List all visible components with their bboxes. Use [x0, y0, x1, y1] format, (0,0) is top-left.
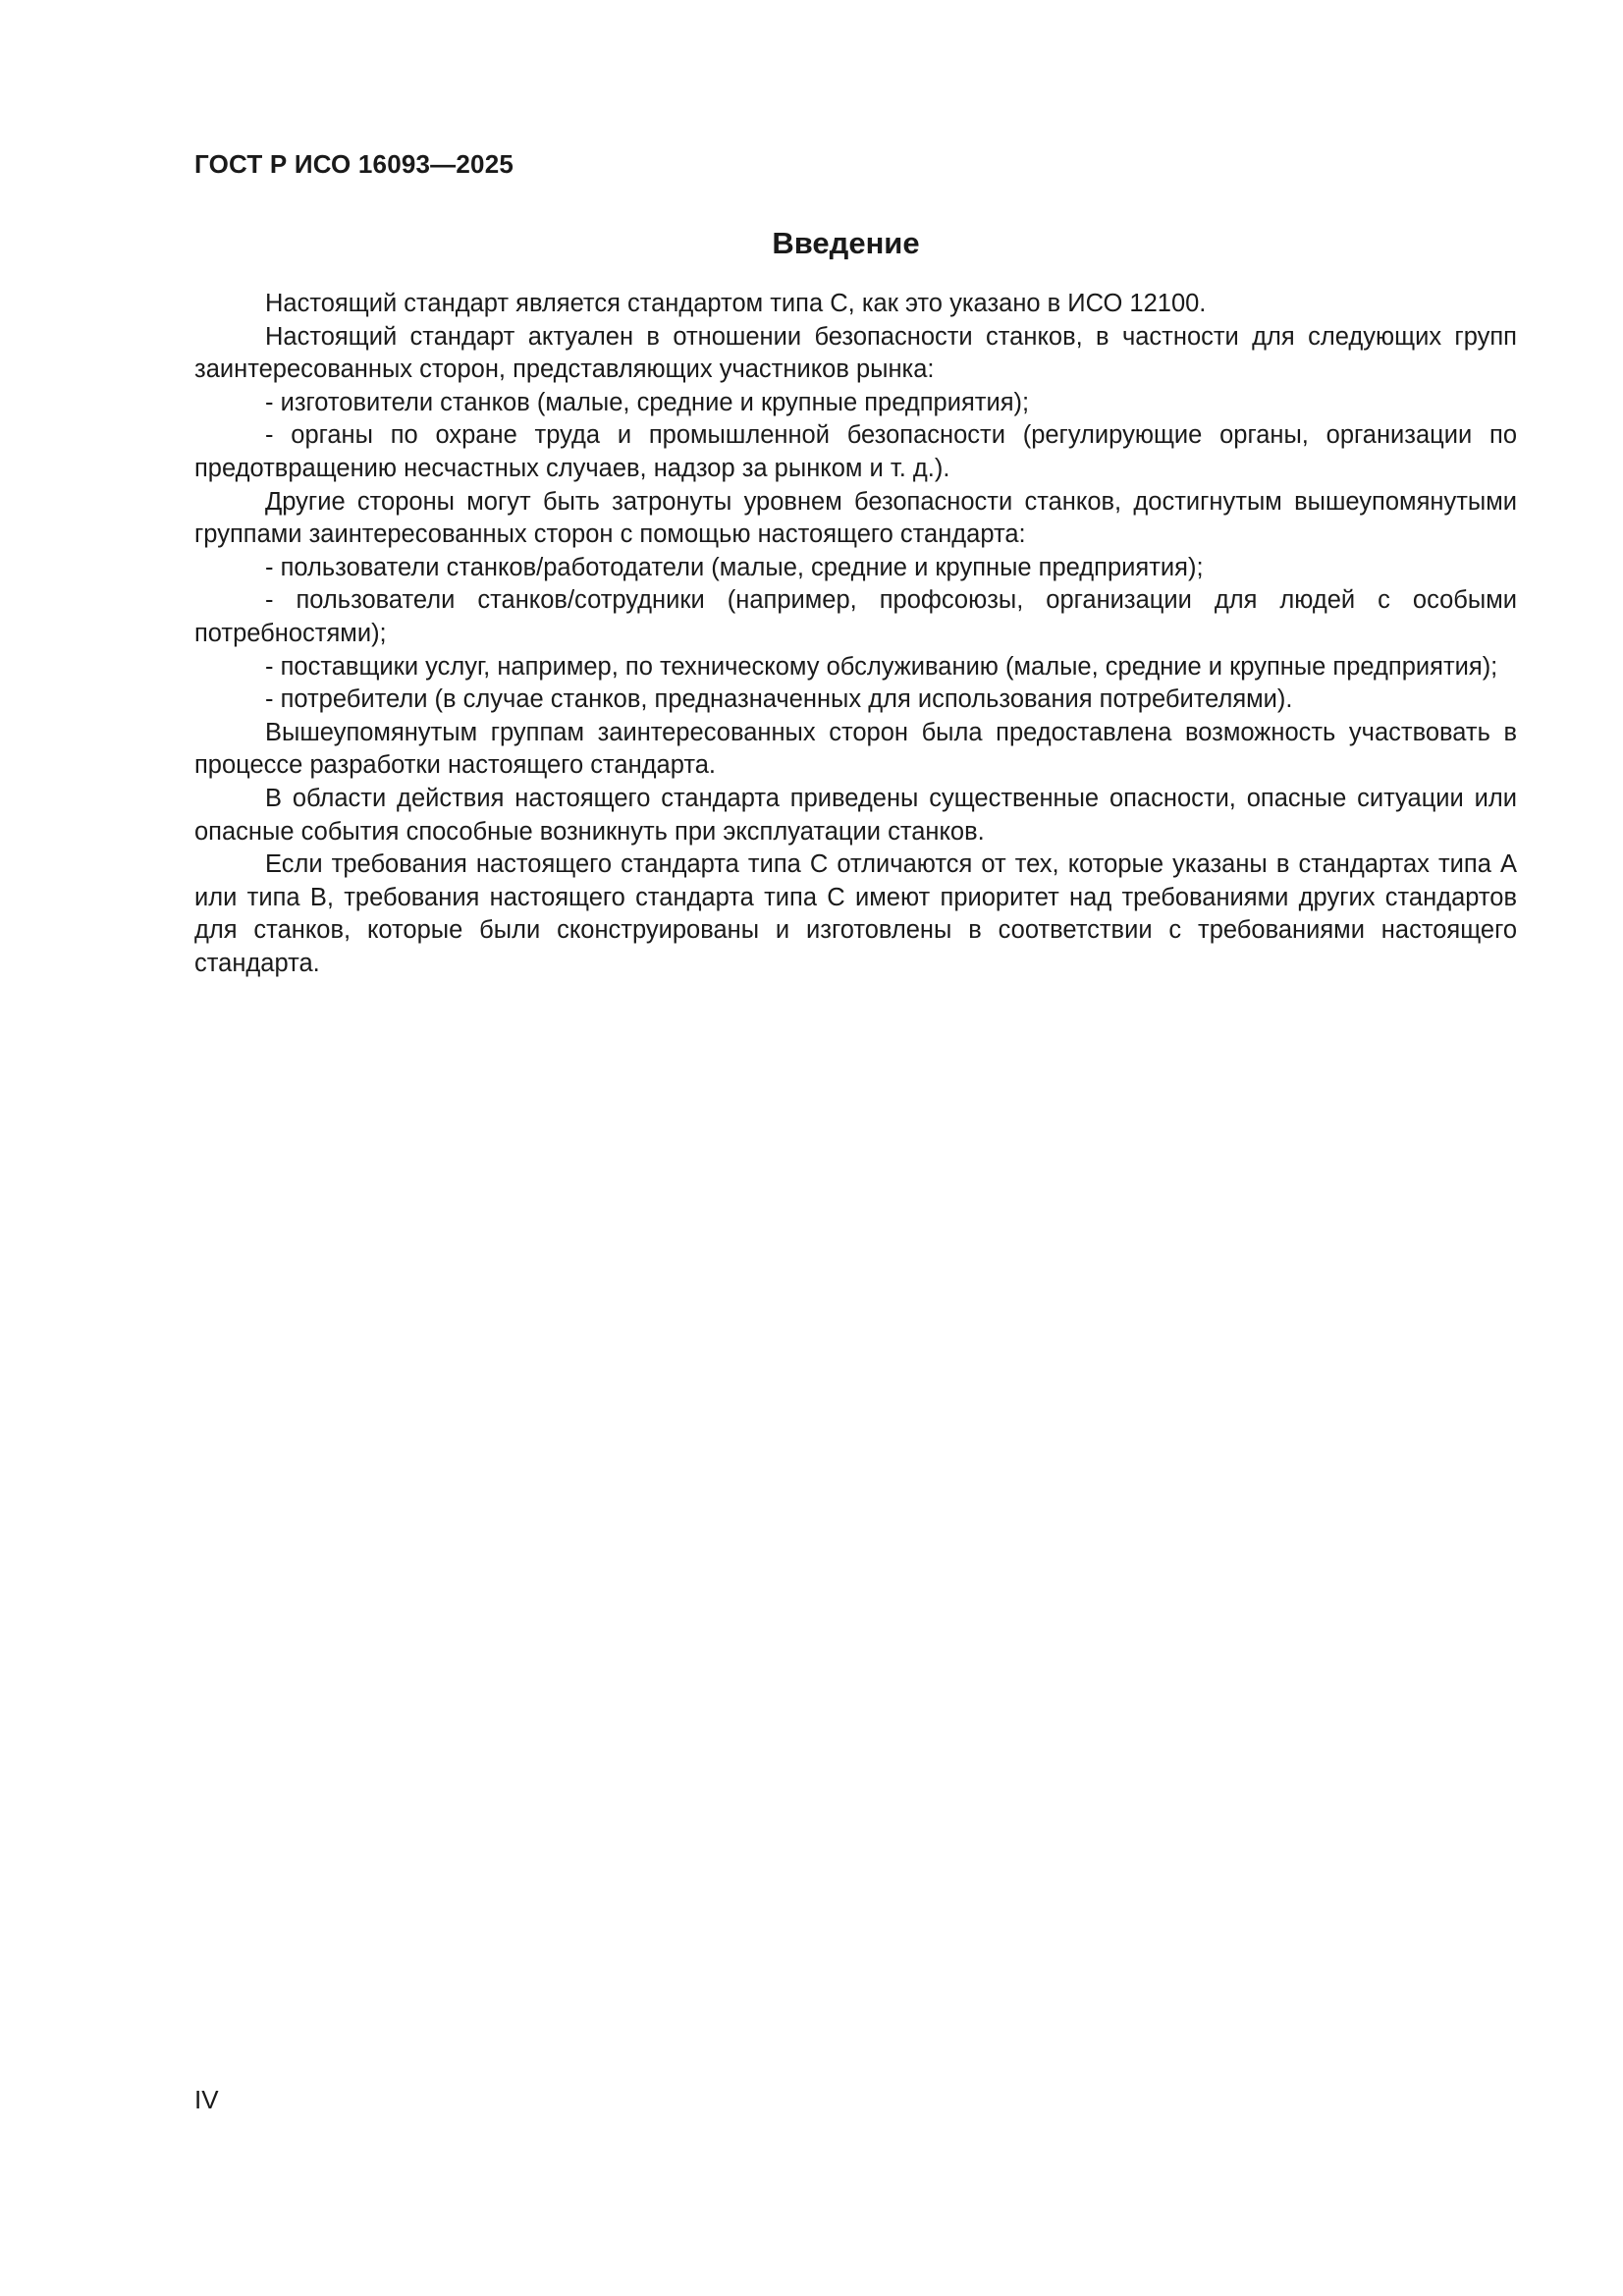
paragraph: В области действия настоящего стандарта приведены существенные опасности, опасные ситуации или опасные события способные возникнуть при эксплуатации станков. [194, 784, 1517, 846]
paragraph: Настоящий стандарт актуален в отношении безопасности станков, в частности для следующих групп заинтересованных сторон, представляющих участников рынка: [194, 322, 1517, 384]
list-item: - пользователи станков/сотрудники (например, профсоюзы, организации для людей с особыми потребностями); [194, 586, 1517, 647]
paragraph: Если требования настоящего стандарта типа С отличаются от тех, которые указаны в стандартах типа А или типа В, требования настоящего стандарта типа С имеют приоритет над требованиями других стандартов для станков, которые были сконструированы и изготовлены в соответствии с требованиями настоящего стандарта. [194, 850, 1517, 977]
list-item: - поставщики услуг, например, по техническому обслуживанию (малые, средние и крупные предприятия); [265, 652, 1498, 681]
document-code: ГОСТ Р ИСО 16093—2025 [194, 149, 514, 179]
page-number: IV [194, 2085, 219, 2114]
paragraph: Другие стороны могут быть затронуты уровнем безопасности станков, достигнутым вышеупомянутыми группами заинтересованных сторон с помощью настоящего стандарта: [194, 487, 1517, 549]
list-item: - изготовители станков (малые, средние и крупные предприятия); [265, 388, 1030, 416]
list-item: - потребители (в случае станков, предназначенных для использования потребителями). [265, 685, 1293, 714]
list-item: - пользователи станков/работодатели (малые, средние и крупные предприятия); [265, 553, 1204, 581]
paragraph: Вышеупомянутым группам заинтересованных сторон была предоставлена возможность участвовать в процессе разработки настоящего стандарта. [194, 718, 1517, 780]
section-body [194, 288, 1517, 980]
section-title: Введение [772, 226, 920, 260]
paragraph: Настоящий стандарт является стандартом типа С, как это указано в ИСО 12100. [265, 290, 1207, 317]
list-item: - органы по охране труда и промышленной безопасности (регулирующие органы, организации по предотвращению несчастных случаев, надзор за рынком и т. д.). [194, 421, 1517, 482]
